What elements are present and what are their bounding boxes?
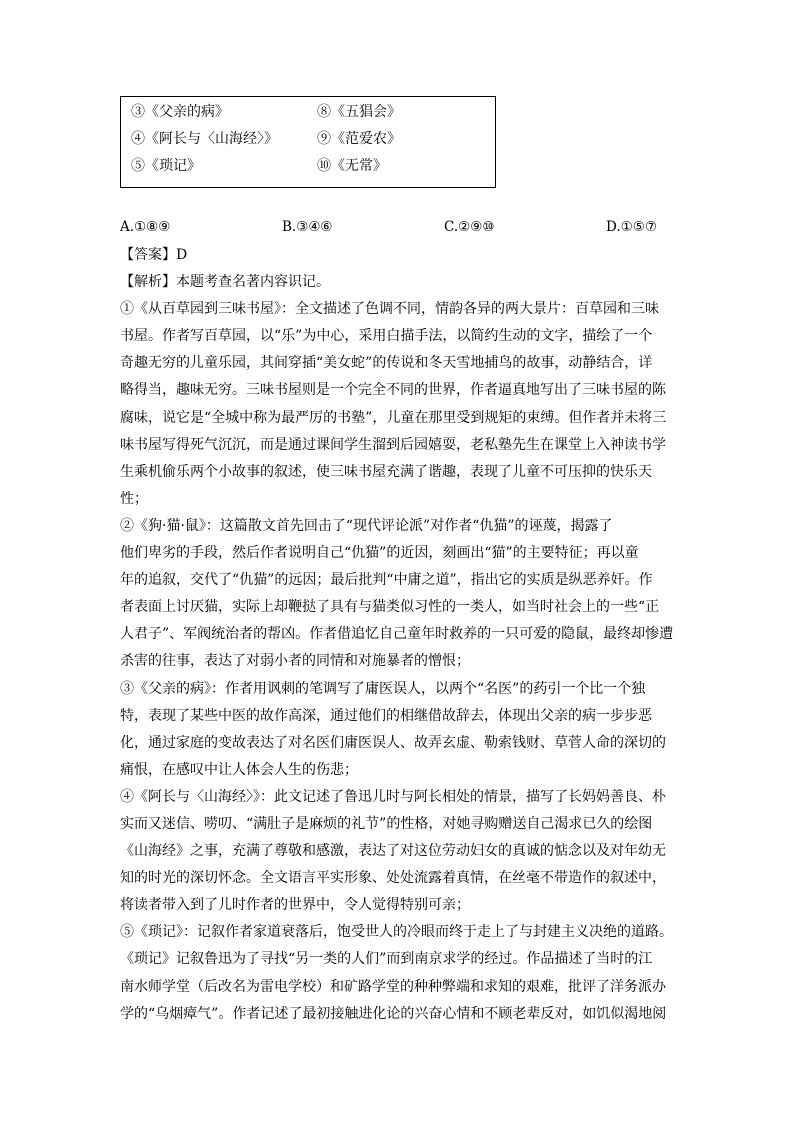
text-line: 学的“乌烟瘴气”。作者记述了最初接触进化论的兴奋心情和不顾老辈反对，如饥似渴地阅 xyxy=(120,1005,667,1022)
table-cell: ⑧《五猖会》 xyxy=(317,104,401,120)
text-line: 生乘机偷乐两个小故事的叙述，使三味书屋充满了谐趣，表现了儿童不可压抑的快乐天 xyxy=(120,463,652,480)
table-cell: ⑨《范爱农》 xyxy=(317,131,401,147)
option-d: D.①⑤⑦ xyxy=(606,219,657,235)
text-line: 人君子”、军阀统治者的帮凶。作者借追忆自己童年时救养的一只可爱的隐鼠，最终却惨遭 xyxy=(120,626,674,643)
text-line: 年的追叙，交代了“仇猫”的远因；最后批判“中庸之道”，指出它的实质是纵恶养奸。作 xyxy=(120,572,653,589)
table-cell: ④《阿长与〈山海经〉》 xyxy=(131,131,278,147)
text-line: 性； xyxy=(120,490,148,507)
text-line: ③《父亲的病》：作者用讽刺的笔调写了庸医误人，以两个“名医”的药引一个比一个独 xyxy=(120,680,646,697)
option-a: A.①⑧⑨ xyxy=(120,219,171,235)
text-line: ②《狗·猫·鼠》：这篇散文首先回击了“现代评论派”对作者“仇猫”的诬蔑，揭露了 xyxy=(120,517,613,534)
text-line: 腐味，说它是“全城中称为最严厉的书塾”，儿童在那里受到规矩的束缚。但作者并未将三 xyxy=(120,409,667,426)
text-line: 书屋。作者写百草园，以“乐”为中心，采用白描手法，以简约生动的文字，描绘了一个 xyxy=(120,328,653,345)
text-line: 特，表现了某些中医的故作高深，通过他们的相继借故辞去，体现出父亲的病一步步恶 xyxy=(120,707,652,724)
text-line: 化，通过家庭的变故表达了对名医们庸医误人、故弄玄虚、勒索钱财、草菅人命的深切的 xyxy=(120,734,666,751)
answer-line: 【答案】D xyxy=(120,247,188,263)
text-line: ⑤《琐记》：记叙作者家道衰落后，饱受世人的冷眼而终于走上了与封建主义决绝的道路。 xyxy=(120,924,673,941)
option-c: C.②⑨⑩ xyxy=(444,219,495,235)
text-line: ①《从百草园到三味书屋》：全文描述了色调不同，情韵各异的两大景片：百草园和三味 xyxy=(120,301,659,318)
analysis-heading: 【解析】本题考查名著内容识记。 xyxy=(120,274,330,291)
text-line: 将读者带入到了儿时作者的世界中，令人觉得特别可亲； xyxy=(120,897,470,914)
table-cell: ③《父亲的病》 xyxy=(131,104,229,120)
text-line: ④《阿长与〈山海经〉》：此文记述了鲁迅儿时与阿长相处的情景，描写了长妈妈善良、朴 xyxy=(120,788,666,805)
table-row xyxy=(131,155,387,177)
text-line: 杀害的往事，表达了对弱小者的同情和对施暴者的憎恨； xyxy=(120,653,470,670)
table-cell: ⑤《琐记》 xyxy=(131,158,201,174)
table-row xyxy=(131,101,401,123)
answer-options xyxy=(120,216,680,238)
text-line: 知的时光的深切怀念。全文语言平实形象、处处流露着真情，在丝毫不带造作的叙述中， xyxy=(120,870,666,887)
text-line: 略得当，趣味无穷。三味书屋则是一个完全不同的世界，作者逼真地写出了三味书屋的陈 xyxy=(120,382,666,399)
text-line: 者表面上讨厌猫，实际上却鞭挞了具有与猫类似习性的一类人，如当时社会上的一些“正 xyxy=(120,599,660,616)
options-table xyxy=(120,96,496,188)
option-b: B.③④⑥ xyxy=(282,219,333,235)
text-line: 南水师学堂（后改名为雷电学校）和矿路学堂的种种弊端和求知的艰难，批评了洋务派办 xyxy=(120,978,666,995)
text-line: 他们卑劣的手段，然后作者说明自己“仇猫”的近因，刻画出“猫”的主要特征；再以童 xyxy=(120,545,639,562)
text-line: 奇趣无穷的儿童乐园，其间穿插“美女蛇”的传说和冬天雪地捕鸟的故事，动静结合，详 xyxy=(120,355,653,372)
text-line: 实而又迷信、唠叨、“满肚子是麻烦的礼节”的性格，对她寻购赠送自己渴求已久的绘图 xyxy=(120,815,653,832)
text-line: 味书屋写得死气沉沉，而是通过课间学生溜到后园嬉耍，老私塾先生在课堂上入神读书学 xyxy=(120,436,666,453)
text-line: 《山海经》之事，充满了尊敬和感激，表达了对这位劳动妇女的真诚的惦念以及对年幼无 xyxy=(120,843,666,860)
text-line: 《琐记》记叙鲁迅为了寻找“另一类的人们”而到南京求学的经过。作品描述了当时的江 xyxy=(120,951,653,968)
explanation-body xyxy=(120,242,675,1028)
table-cell: ⑩《无常》 xyxy=(317,158,387,174)
text-line: 痛恨，在感叹中让人体会人生的伤悲； xyxy=(120,761,358,778)
table-row xyxy=(131,128,401,150)
